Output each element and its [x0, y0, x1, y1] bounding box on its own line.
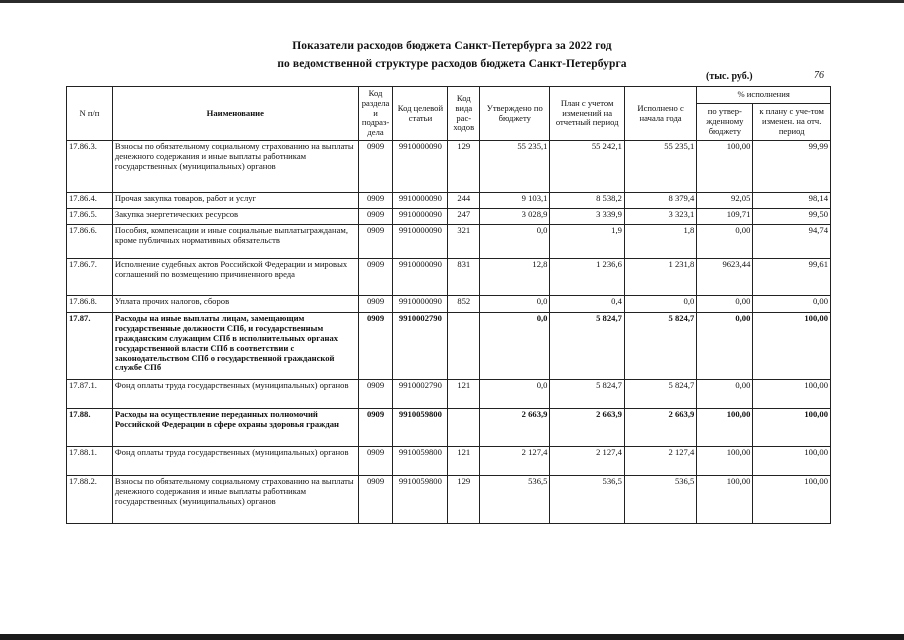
row-pct-approved: 0,00: [697, 296, 753, 313]
row-pct-approved: 100,00: [697, 141, 753, 193]
row-pct-approved: 0,00: [697, 225, 753, 259]
row-pct-approved: 9623,44: [697, 259, 753, 296]
header-target-code: Код целевой статьи: [393, 87, 448, 141]
row-number: 17.87.1.: [67, 380, 113, 409]
row-expense-type: 129: [448, 141, 480, 193]
row-number: 17.88.: [67, 409, 113, 447]
row-executed: 1 231,8: [624, 259, 696, 296]
row-approved: 0,0: [480, 296, 550, 313]
header-percent-group: % исполнения: [697, 87, 831, 104]
row-executed: 2 663,9: [624, 409, 696, 447]
row-target-code: 9910000090: [393, 225, 448, 259]
header-expense-type: Код вида рас-ходов: [448, 87, 480, 141]
row-pct-plan: 99,50: [753, 209, 831, 225]
row-expense-type: 121: [448, 380, 480, 409]
row-pct-approved: 100,00: [697, 476, 753, 524]
row-pct-plan: 99,99: [753, 141, 831, 193]
row-section-code: 0909: [358, 259, 393, 296]
header-executed: Исполнено с начала года: [624, 87, 696, 141]
table-row: [67, 313, 831, 380]
row-approved: 0,0: [480, 313, 550, 380]
row-plan: 55 242,1: [550, 141, 624, 193]
row-section-code: 0909: [358, 296, 393, 313]
row-approved: 3 028,9: [480, 209, 550, 225]
row-name: Взносы по обязательному социальному страхованию на выплаты денежного содержания и иные выплаты работникам государственных (муниципальных) органов: [112, 476, 358, 524]
row-approved: 12,8: [480, 259, 550, 296]
units-label: (тыс. руб.): [706, 71, 753, 82]
row-number: 17.88.2.: [67, 476, 113, 524]
row-pct-plan: 98,14: [753, 193, 831, 209]
row-plan: 5 824,7: [550, 380, 624, 409]
header-name: Наименование: [112, 87, 358, 141]
row-target-code: 9910000090: [393, 259, 448, 296]
row-approved: 0,0: [480, 225, 550, 259]
row-expense-type: 244: [448, 193, 480, 209]
row-number: 17.86.4.: [67, 193, 113, 209]
row-target-code: 9910002790: [393, 313, 448, 380]
row-pct-approved: 92,05: [697, 193, 753, 209]
row-expense-type: 831: [448, 259, 480, 296]
row-approved: 9 103,1: [480, 193, 550, 209]
row-pct-plan: 0,00: [753, 296, 831, 313]
row-plan: 2 663,9: [550, 409, 624, 447]
row-section-code: 0909: [358, 476, 393, 524]
row-section-code: 0909: [358, 141, 393, 193]
row-number: 17.86.6.: [67, 225, 113, 259]
row-number: 17.88.1.: [67, 447, 113, 476]
row-plan: 5 824,7: [550, 313, 624, 380]
row-number: 17.86.7.: [67, 259, 113, 296]
row-expense-type: 852: [448, 296, 480, 313]
row-name: Прочая закупка товаров, работ и услуг: [112, 193, 358, 209]
row-approved: 55 235,1: [480, 141, 550, 193]
row-expense-type: [448, 313, 480, 380]
row-executed: 1,8: [624, 225, 696, 259]
row-section-code: 0909: [358, 225, 393, 259]
row-target-code: 9910059800: [393, 476, 448, 524]
row-executed: 5 824,7: [624, 313, 696, 380]
row-executed: 536,5: [624, 476, 696, 524]
row-pct-approved: 109,71: [697, 209, 753, 225]
document-title-line-2: по ведомственной структуре расходов бюджета Санкт-Петербурга: [277, 58, 627, 70]
table-row: [67, 380, 831, 409]
row-section-code: 0909: [358, 380, 393, 409]
row-approved: 0,0: [480, 380, 550, 409]
row-section-code: 0909: [358, 313, 393, 380]
row-section-code: 0909: [358, 193, 393, 209]
row-plan: 1,9: [550, 225, 624, 259]
row-approved: 2 127,4: [480, 447, 550, 476]
row-section-code: 0909: [358, 409, 393, 447]
row-number: 17.86.3.: [67, 141, 113, 193]
table-body: [67, 141, 831, 524]
header-approved: Утверждено по бюджету: [480, 87, 550, 141]
row-plan: 3 339,9: [550, 209, 624, 225]
table-row: [67, 193, 831, 209]
table-row: [67, 259, 831, 296]
row-name: Пособия, компенсации и иные социальные выплатыгражданам, кроме публичных нормативных обязательств: [112, 225, 358, 259]
budget-expenses-table: [66, 86, 831, 524]
table-row: [67, 209, 831, 225]
row-name: Уплата прочих налогов, сборов: [112, 296, 358, 313]
row-pct-plan: 100,00: [753, 313, 831, 380]
header-pct-approved: по утвер-жденному бюджету: [697, 104, 753, 141]
header-section-code: Код раздела и подраз-дела: [358, 87, 393, 141]
row-pct-plan: 99,61: [753, 259, 831, 296]
row-target-code: 9910002790: [393, 380, 448, 409]
row-name: Исполнение судебных актов Российской Федерации и мировых соглашений по возмещению причиненного вреда: [112, 259, 358, 296]
row-target-code: 9910000090: [393, 193, 448, 209]
row-approved: 536,5: [480, 476, 550, 524]
row-number: 17.86.5.: [67, 209, 113, 225]
row-expense-type: 129: [448, 476, 480, 524]
row-expense-type: 121: [448, 447, 480, 476]
row-executed: 3 323,1: [624, 209, 696, 225]
row-pct-approved: 100,00: [697, 409, 753, 447]
row-name: Взносы по обязательному социальному страхованию на выплаты денежного содержания и иные выплаты работникам государственных (муниципальных) органов: [112, 141, 358, 193]
row-target-code: 9910000090: [393, 141, 448, 193]
row-plan: 2 127,4: [550, 447, 624, 476]
row-name: Расходы на осуществление переданных полномочий Российской Федерации в сфере охраны здоровья граждан: [112, 409, 358, 447]
header-pct-plan: к плану с уче-том изменен. на отч. период: [753, 104, 831, 141]
row-target-code: 9910000090: [393, 296, 448, 313]
row-expense-type: 247: [448, 209, 480, 225]
row-plan: 8 538,2: [550, 193, 624, 209]
row-approved: 2 663,9: [480, 409, 550, 447]
row-pct-plan: 94,74: [753, 225, 831, 259]
row-expense-type: 321: [448, 225, 480, 259]
row-name: Фонд оплаты труда государственных (муниципальных) органов: [112, 380, 358, 409]
row-target-code: 9910059800: [393, 409, 448, 447]
row-pct-plan: 100,00: [753, 409, 831, 447]
row-target-code: 9910000090: [393, 209, 448, 225]
row-pct-approved: 100,00: [697, 447, 753, 476]
row-pct-approved: 0,00: [697, 380, 753, 409]
scan-edge-top: [0, 0, 904, 3]
row-executed: 2 127,4: [624, 447, 696, 476]
scan-edge-bottom: [0, 634, 904, 640]
row-section-code: 0909: [358, 209, 393, 225]
row-plan: 536,5: [550, 476, 624, 524]
document-title-line-1: Показатели расходов бюджета Санкт-Петербурга за 2022 год: [292, 40, 612, 52]
row-pct-plan: 100,00: [753, 447, 831, 476]
row-number: 17.87.: [67, 313, 113, 380]
row-executed: 0,0: [624, 296, 696, 313]
row-executed: 8 379,4: [624, 193, 696, 209]
row-name: Фонд оплаты труда государственных (муниципальных) органов: [112, 447, 358, 476]
header-num: N п/п: [67, 87, 113, 141]
table-row: [67, 447, 831, 476]
table-row: [67, 296, 831, 313]
table-row: [67, 409, 831, 447]
row-number: 17.86.8.: [67, 296, 113, 313]
table-row: [67, 141, 831, 193]
row-pct-plan: 100,00: [753, 476, 831, 524]
row-executed: 55 235,1: [624, 141, 696, 193]
row-plan: 1 236,6: [550, 259, 624, 296]
table-row: [67, 476, 831, 524]
header-plan: План с учетом изменений на отчетный период: [550, 87, 624, 141]
row-pct-approved: 0,00: [697, 313, 753, 380]
row-section-code: 0909: [358, 447, 393, 476]
row-name: Закупка энергетических ресурсов: [112, 209, 358, 225]
row-executed: 5 824,7: [624, 380, 696, 409]
table-row: [67, 225, 831, 259]
row-target-code: 9910059800: [393, 447, 448, 476]
row-expense-type: [448, 409, 480, 447]
page-number: 76: [814, 70, 824, 81]
row-name: Расходы на иные выплаты лицам, замещающим государственные должности СПб, и государственным гражданским служащим СПб в исполнительных органах государственной власти СПб в соответствии с законодательством СПб о государственной гражданской службе СПб: [112, 313, 358, 380]
row-plan: 0,4: [550, 296, 624, 313]
row-pct-plan: 100,00: [753, 380, 831, 409]
